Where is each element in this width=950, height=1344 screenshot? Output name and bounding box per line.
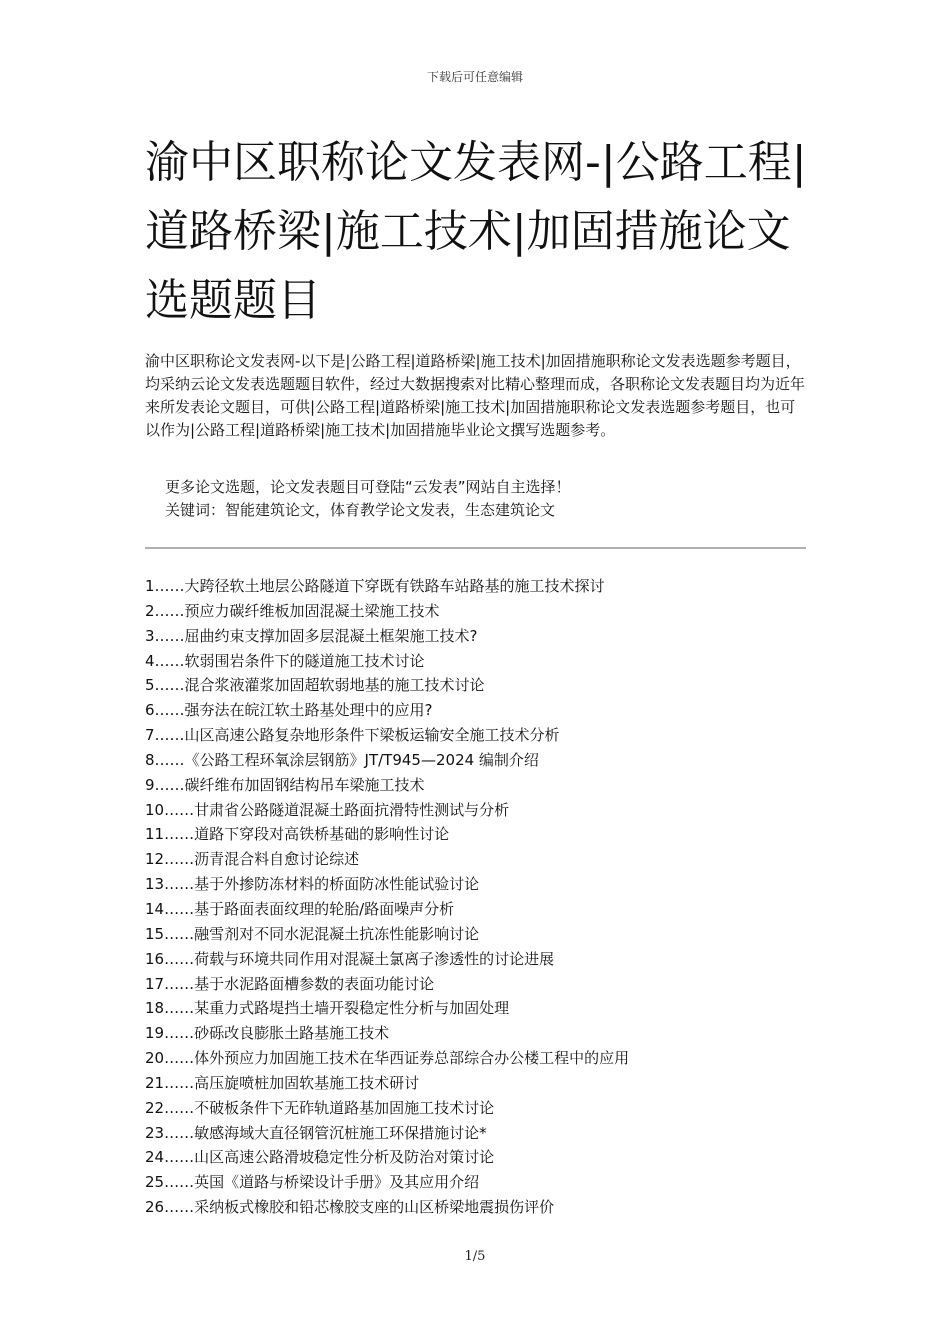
list-item: 19……砂砾改良膨胀土路基施工技术 [145, 1024, 390, 1043]
list-item: 18……某重力式路堤挡土墙开裂稳定性分析与加固处理 [145, 999, 510, 1018]
list-item: 11……道路下穿段对高铁桥基础的影响性讨论 [145, 825, 450, 844]
list-item: 6……强夯法在皖江软土路基处理中的应用? [145, 701, 433, 720]
list-item: 13……基于外掺防冻材料的桥面防冰性能试验讨论 [145, 875, 480, 894]
list-item: 21……高压旋喷桩加固软基施工技术研讨 [145, 1073, 420, 1092]
list-item: 15……融雪剂对不同水泥混凝土抗冻性能影响讨论 [145, 924, 480, 943]
list-item: 10……甘肃省公路隧道混凝土路面抗滑特性测试与分析 [145, 800, 510, 819]
intro-paragraph: 渝中区职称论文发表网-以下是|公路工程|道路桥梁|施工技术|加固措施职称论文发表选题参考题目，均采纳云论文发表选题题目软件，经过大数据搜索对比精心整理而成，各职称论文发表题目均为近年来所发表论文题目，可供|公路工程|道路桥梁|施工技术|加固措施职称论文发表选题参考题目，也可以作为|公路工程|道路桥梁|施工技术|加固措施毕业论文撰写选题参考。 [145, 352, 806, 439]
list-item: 7……山区高速公路复杂地形条件下梁板运输安全施工技术分析 [145, 726, 560, 745]
topic-list [145, 574, 810, 1220]
divider-line [145, 547, 806, 549]
keywords-line: 关键词：智能建筑论文，体育教学论文发表，生态建筑论文 [165, 501, 556, 519]
list-item: 24……山区高速公路滑坡稳定性分析及防治对策讨论 [145, 1148, 495, 1167]
list-item: 4……软弱围岩条件下的隧道施工技术讨论 [145, 651, 425, 670]
page-number: 1/5 [464, 1249, 486, 1264]
list-item: 12……沥青混合料自愈讨论综述 [145, 850, 360, 869]
more-topics-line: 更多论文选题，论文发表题目可登陆“云发表”网站自主选择！ [165, 478, 571, 496]
list-item: 25……英国《道路与桥梁设计手册》及其应用介绍 [145, 1173, 480, 1192]
list-item: 14……基于路面表面纹理的轮胎/路面噪声分析 [145, 899, 455, 918]
list-item: 5……混合浆液灌浆加固超软弱地基的施工技术讨论 [145, 676, 485, 695]
list-item: 20……体外预应力加固施工技术在华西证券总部综合办公楼工程中的应用 [145, 1049, 630, 1068]
list-item: 17……基于水泥路面槽参数的表面功能讨论 [145, 974, 435, 993]
list-item: 3……屈曲约束支撑加固多层混凝土框架施工技术? [145, 626, 478, 645]
header-note: 下载后可任意编辑 [426, 70, 523, 84]
list-item: 22……不破板条件下无砟轨道路基加固施工技术讨论 [145, 1098, 495, 1117]
list-item: 1……大跨径软土地层公路隧道下穿既有铁路车站路基的施工技术探讨 [145, 577, 605, 595]
list-item: 8……《公路工程环氧涂层钢筋》JT/T945—2024 编制介绍 [145, 750, 539, 769]
list-item: 9……碳纤维布加固钢结构吊车梁施工技术 [145, 775, 425, 794]
list-item: 16……荷载与环境共同作用对混凝土氯离子渗透性的讨论进展 [145, 949, 555, 968]
list-item: 2……预应力碳纤维板加固混凝土梁施工技术 [145, 601, 440, 620]
list-item: 23……敏感海域大直径钢管沉桩施工环保措施讨论* [145, 1123, 487, 1142]
list-item: 26……采纳板式橡胶和铅芯橡胶支座的山区桥梁地震损伤评价 [145, 1198, 555, 1217]
document-title: 渝中区职称论文发表网-|公路工程|道路桥梁|施工技术|加固措施论文选题题目 [145, 137, 807, 326]
